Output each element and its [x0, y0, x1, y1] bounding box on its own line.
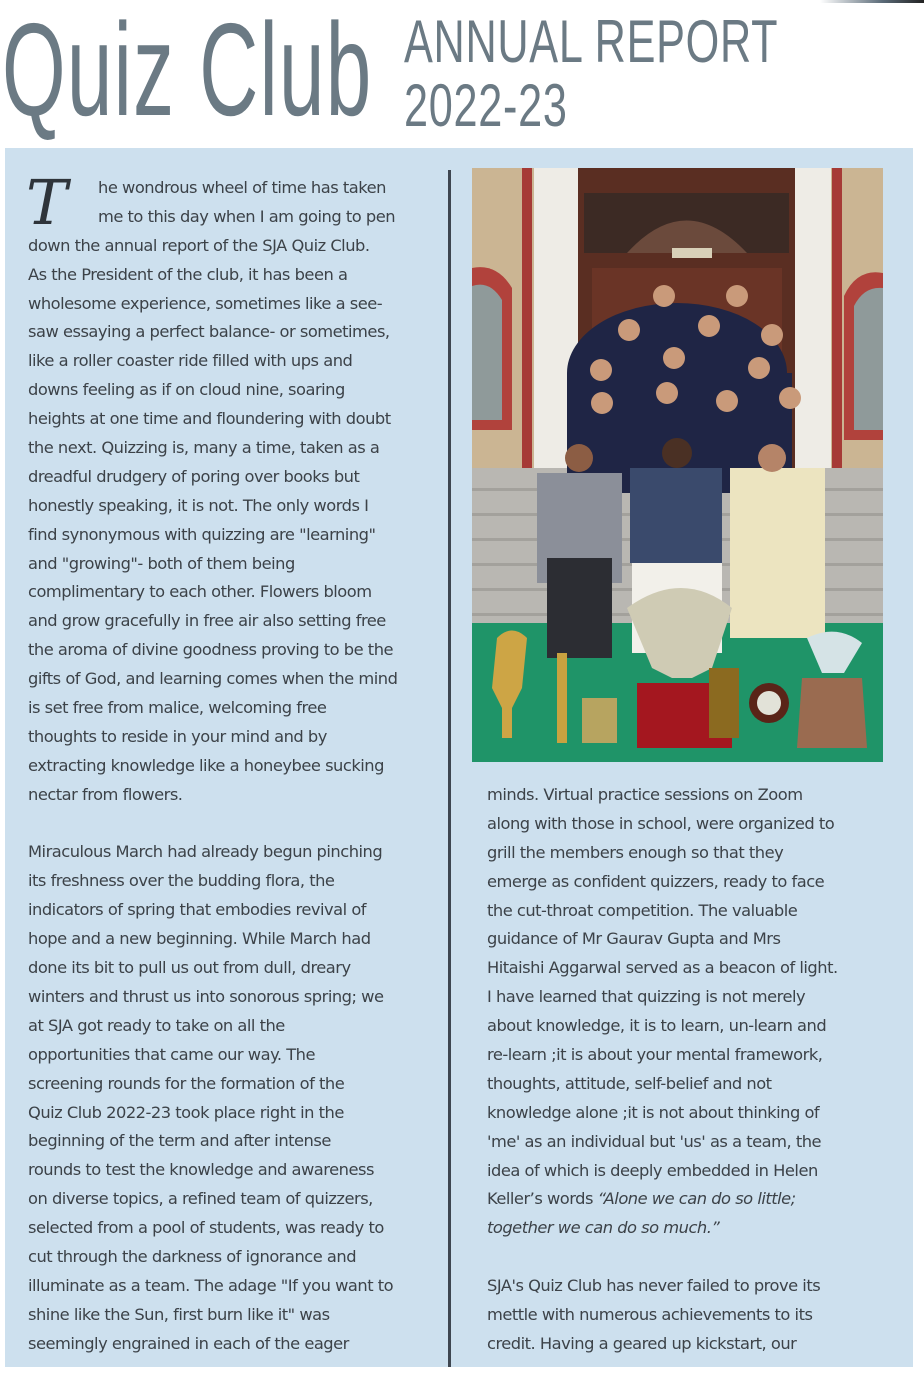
text-line: idea of which is deeply embedded in Helen: [487, 1160, 818, 1180]
right-column: [487, 781, 838, 1359]
text-line: As the President of the club, it has been a: [28, 264, 348, 284]
text-line: minds. Virtual practice sessions on Zoom: [487, 785, 803, 804]
text-line: dreadful drudgery of poring over books but: [28, 466, 360, 486]
text-line: re-learn ;it is about your mental framework,: [487, 1045, 823, 1065]
subtitle-year: 2022-23: [404, 72, 568, 139]
text-line: emerge as confident quizzers, ready to face: [487, 871, 825, 891]
text-line: Quiz Club 2022-23 took place right in the: [28, 1102, 344, 1122]
text-line: me to this day when I am going to pen: [98, 206, 396, 226]
text-line: mettle with numerous achievements to its: [487, 1305, 813, 1325]
text-line: down the annual report of the SJA Quiz Club.: [28, 235, 370, 255]
text-line: downs feeling as if on cloud nine, soaring: [28, 380, 345, 400]
text-line: SJA's Quiz Club has never failed to prove its: [487, 1276, 821, 1296]
text-line: winters and thrust us into sonorous spring; we: [28, 986, 384, 1006]
text-line: credit. Having a geared up kickstart, our: [487, 1333, 797, 1353]
paragraph-gap: [28, 810, 397, 839]
text-line: grill the members enough so that they: [487, 842, 784, 862]
text-line: thoughts, attitude, self-belief and not: [487, 1073, 772, 1093]
column-divider: [448, 170, 451, 1367]
text-line: 'me' as an individual but 'us' as a team, the: [487, 1131, 822, 1151]
text-line: the next. Quizzing is, many a time, taken as a: [28, 438, 380, 458]
text-line: Miraculous March had already begun pinching: [28, 842, 383, 862]
text-line: rounds to test the knowledge and awareness: [28, 1160, 374, 1180]
top-edge-rule: [820, 0, 924, 3]
text-line: guidance of Mr Gaurav Gupta and Mrs: [487, 929, 781, 949]
text-line: and "growing"- both of them being: [28, 553, 295, 573]
paragraph-march: [28, 838, 397, 1358]
paragraph-achievements: [487, 1272, 838, 1359]
drop-cap: T: [26, 166, 68, 239]
left-column: [26, 166, 398, 1359]
text-line: at SJA got ready to take on all the: [28, 1015, 285, 1035]
text-line: Hitaishi Aggarwal served as a beacon of light.: [487, 958, 838, 978]
text-line: beginning of the term and after intense: [28, 1131, 331, 1151]
text-line: on diverse topics, a refined team of quizzers,: [28, 1189, 373, 1209]
text-line: [487, 1185, 838, 1214]
text-line: opportunities that came our way. The: [28, 1044, 316, 1064]
group-photo-illustration: [472, 168, 883, 762]
text-line: hope and a new beginning. While March had: [28, 929, 371, 949]
text-line: its freshness over the budding flora, the: [28, 871, 335, 891]
text-line: screening rounds for the formation of the: [28, 1073, 345, 1093]
text-line: nectar from flowers.: [28, 784, 183, 804]
text-line: cut through the darkness of ignorance and: [28, 1246, 357, 1266]
text-line: I have learned that quizzing is not merely: [487, 987, 806, 1007]
text-line: he wondrous wheel of time has taken: [98, 178, 386, 197]
text-line: the aroma of divine goodness proving to be the: [28, 640, 394, 660]
report-subtitle: [404, 10, 778, 138]
text-line: like a roller coaster ride filled with ups and: [28, 351, 353, 371]
text-line: extracting knowledge like a honeybee sucking: [28, 755, 384, 775]
text-line: honestly speaking, it is not. The only words I: [28, 495, 369, 515]
text-line: complimentary to each other. Flowers bloom: [28, 582, 372, 602]
paragraph-gap: [487, 1243, 838, 1272]
keller-quote-part1: “Alone we can do so little;: [597, 1189, 796, 1209]
text-line: heights at one time and floundering with doubt: [28, 409, 391, 429]
page-title: Quiz Club: [2, 0, 373, 143]
paragraph-intro: [26, 166, 398, 810]
group-photo: [472, 168, 883, 762]
text-line: along with those in school, were organized to: [487, 813, 835, 833]
text-line: is set free from malice, welcoming free: [28, 698, 327, 718]
paragraph-march-continued: [487, 781, 838, 1185]
text-line: the cut-throat competition. The valuable: [487, 900, 798, 920]
text-line: wholesome experience, sometimes like a see-: [28, 293, 383, 313]
keller-words-prefix: Keller’s words: [487, 1189, 598, 1209]
text-line: indicators of spring that embodies revival of: [28, 900, 367, 920]
text-line: find synonymous with quizzing are "learning": [28, 524, 376, 544]
text-line: seemingly engrained in each of the eager: [28, 1333, 349, 1353]
text-line: knowledge alone ;it is not about thinking of: [487, 1102, 820, 1122]
text-line: thoughts to reside in your mind and by: [28, 726, 327, 746]
text-line: about knowledge, it is to learn, un-learn and: [487, 1016, 827, 1036]
text-line: shine like the Sun, first burn like it" was: [28, 1304, 330, 1324]
subtitle-annual-report: ANNUAL REPORT: [404, 8, 779, 75]
text-line: gifts of God, and learning comes when the mind: [28, 669, 398, 689]
keller-quote-part2: together we can do so much.”: [487, 1218, 720, 1238]
text-line: done its bit to pull us out from dull, dreary: [28, 958, 351, 978]
text-line: illuminate as a team. The adage "If you want to: [28, 1275, 394, 1295]
text-line: selected from a pool of students, was ready to: [28, 1218, 384, 1238]
text-line: and grow gracefully in free air also setting free: [28, 611, 386, 631]
text-line: saw essaying a perfect balance- or sometimes,: [28, 322, 390, 342]
